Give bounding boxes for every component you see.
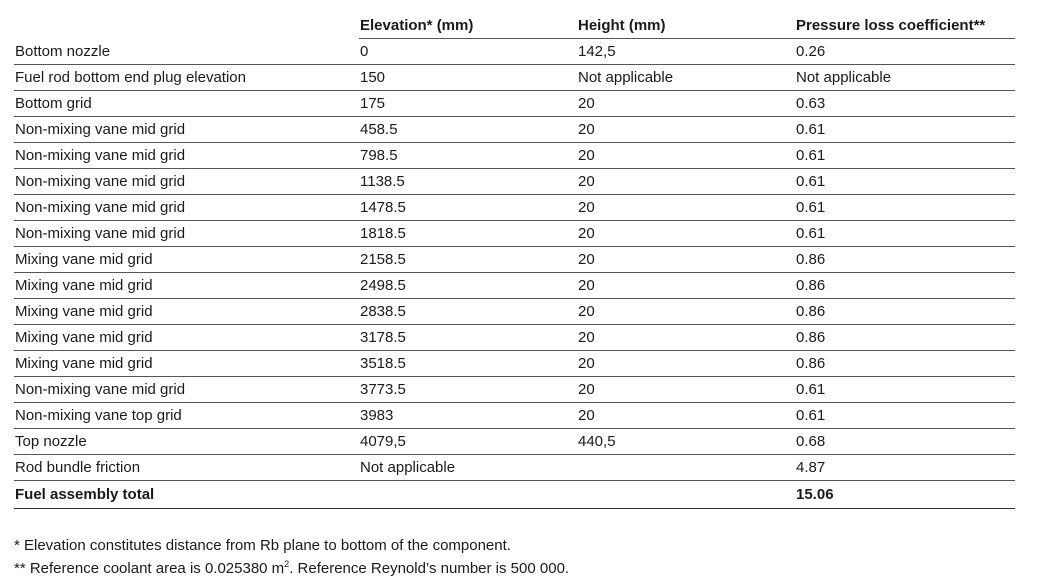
cell-pressure-loss: 0.61 — [795, 221, 1015, 247]
table-row — [14, 143, 1015, 169]
cell-component: Non-mixing vane mid grid — [14, 117, 359, 143]
cell-height: 20 — [577, 351, 795, 377]
cell-elevation: 150 — [359, 65, 577, 91]
cell-height: Not applicable — [577, 65, 795, 91]
cell-pressure-loss: 0.61 — [795, 195, 1015, 221]
table-row — [14, 403, 1015, 429]
header-component — [14, 12, 359, 39]
table-header-row — [14, 12, 1015, 39]
cell-height: 20 — [577, 117, 795, 143]
cell-pressure-loss: 0.61 — [795, 169, 1015, 195]
cell-height: 20 — [577, 325, 795, 351]
cell-pressure-loss: 4.87 — [795, 455, 1015, 481]
table-row — [14, 299, 1015, 325]
cell-component: Non-mixing vane mid grid — [14, 143, 359, 169]
cell-elevation: 3983 — [359, 403, 577, 429]
cell-component: Non-mixing vane mid grid — [14, 195, 359, 221]
table-row — [14, 429, 1015, 455]
cell-height — [577, 455, 795, 481]
footnote-reference — [14, 555, 569, 578]
cell-component: Bottom nozzle — [14, 39, 359, 65]
cell-component: Mixing vane mid grid — [14, 273, 359, 299]
pressure-loss-table — [14, 12, 1015, 509]
cell-pressure-loss: 0.86 — [795, 299, 1015, 325]
total-cell-pressure-loss: 15.06 — [795, 481, 1015, 509]
total-cell-elevation — [359, 481, 577, 509]
table-row — [14, 195, 1015, 221]
cell-component: Mixing vane mid grid — [14, 299, 359, 325]
cell-component: Non-mixing vane mid grid — [14, 169, 359, 195]
cell-component: Top nozzle — [14, 429, 359, 455]
cell-pressure-loss: 0.61 — [795, 117, 1015, 143]
cell-elevation: Not applicable — [359, 455, 577, 481]
table-row — [14, 39, 1015, 65]
cell-pressure-loss: 0.68 — [795, 429, 1015, 455]
table-row — [14, 91, 1015, 117]
cell-height: 440,5 — [577, 429, 795, 455]
cell-height: 20 — [577, 195, 795, 221]
table-row — [14, 377, 1015, 403]
cell-elevation: 2498.5 — [359, 273, 577, 299]
data-table-container — [14, 12, 1015, 509]
cell-height: 20 — [577, 273, 795, 299]
cell-pressure-loss: 0.63 — [795, 91, 1015, 117]
cell-pressure-loss: 0.61 — [795, 143, 1015, 169]
cell-height: 142,5 — [577, 39, 795, 65]
table-row — [14, 455, 1015, 481]
cell-height: 20 — [577, 143, 795, 169]
cell-pressure-loss: 0.61 — [795, 403, 1015, 429]
cell-elevation: 175 — [359, 91, 577, 117]
cell-component: Non-mixing vane top grid — [14, 403, 359, 429]
table-row — [14, 273, 1015, 299]
table-row — [14, 117, 1015, 143]
cell-component: Bottom grid — [14, 91, 359, 117]
cell-elevation: 798.5 — [359, 143, 577, 169]
cell-height: 20 — [577, 169, 795, 195]
cell-height: 20 — [577, 403, 795, 429]
total-cell-height — [577, 481, 795, 509]
footnotes — [14, 536, 569, 578]
cell-height: 20 — [577, 221, 795, 247]
footnote-reference-text: ** Reference coolant area is 0.025380 m — [14, 560, 285, 577]
cell-pressure-loss: 0.26 — [795, 39, 1015, 65]
table-row — [14, 65, 1015, 91]
table-row — [14, 247, 1015, 273]
footnote-superscript: 2 — [284, 559, 290, 569]
footnote-reference-text-end: . Reference Reynold’s number is 500 000. — [289, 560, 570, 577]
header-height: Height (mm) — [577, 12, 795, 39]
cell-elevation: 2158.5 — [359, 247, 577, 273]
cell-elevation: 1138.5 — [359, 169, 577, 195]
cell-elevation: 1478.5 — [359, 195, 577, 221]
cell-elevation: 3773.5 — [359, 377, 577, 403]
cell-pressure-loss: 0.86 — [795, 351, 1015, 377]
cell-elevation: 0 — [359, 39, 577, 65]
table-row — [14, 351, 1015, 377]
cell-pressure-loss: Not applicable — [795, 65, 1015, 91]
cell-component: Mixing vane mid grid — [14, 247, 359, 273]
cell-height: 20 — [577, 377, 795, 403]
cell-height: 20 — [577, 91, 795, 117]
table-row — [14, 221, 1015, 247]
table-body — [14, 39, 1015, 509]
table-row — [14, 325, 1015, 351]
cell-component: Mixing vane mid grid — [14, 351, 359, 377]
cell-component: Mixing vane mid grid — [14, 325, 359, 351]
cell-pressure-loss: 0.86 — [795, 273, 1015, 299]
cell-component: Fuel rod bottom end plug elevation — [14, 65, 359, 91]
header-pressure-loss: Pressure loss coefficient** — [795, 12, 1015, 39]
cell-pressure-loss: 0.61 — [795, 377, 1015, 403]
cell-elevation: 458.5 — [359, 117, 577, 143]
cell-component: Non-mixing vane mid grid — [14, 377, 359, 403]
table-row — [14, 169, 1015, 195]
footnote-elevation: * Elevation constitutes distance from Rb plane to bottom of the component. — [14, 537, 511, 554]
cell-pressure-loss: 0.86 — [795, 247, 1015, 273]
cell-elevation: 3518.5 — [359, 351, 577, 377]
cell-height: 20 — [577, 299, 795, 325]
header-elevation: Elevation* (mm) — [359, 12, 577, 39]
table-total-row — [14, 481, 1015, 509]
total-cell-component: Fuel assembly total — [14, 481, 359, 509]
cell-height: 20 — [577, 247, 795, 273]
cell-pressure-loss: 0.86 — [795, 325, 1015, 351]
cell-elevation: 3178.5 — [359, 325, 577, 351]
cell-component: Rod bundle friction — [14, 455, 359, 481]
cell-elevation: 4079,5 — [359, 429, 577, 455]
cell-component: Non-mixing vane mid grid — [14, 221, 359, 247]
cell-elevation: 1818.5 — [359, 221, 577, 247]
cell-elevation: 2838.5 — [359, 299, 577, 325]
